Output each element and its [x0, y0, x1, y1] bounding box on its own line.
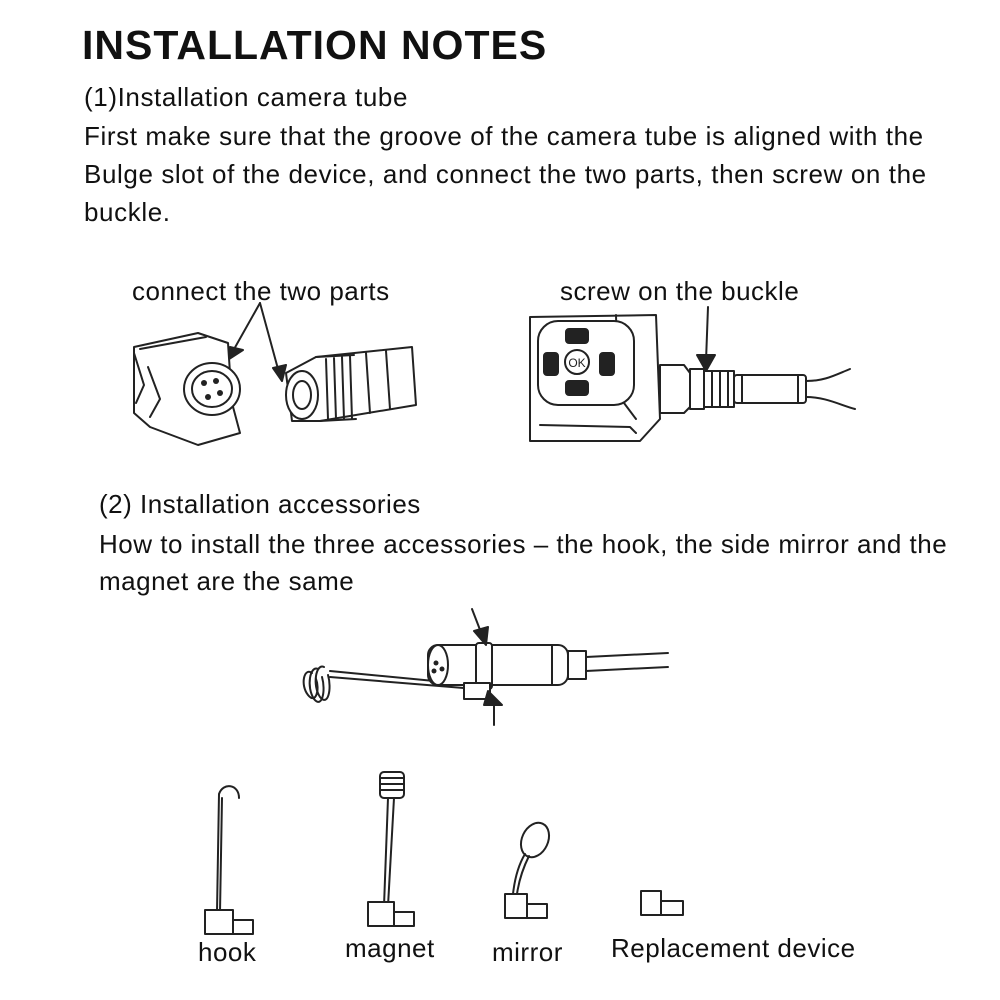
section-1-body: First make sure that the groove of the camera tube is aligned with the Bulge slot of the device, and connect the two parts, then screw on the buckle. [84, 121, 927, 227]
section-2-title: (2) Installation accessories [99, 489, 421, 519]
replacement-device-illustration [635, 885, 695, 925]
screw-buckle-illustration [520, 295, 870, 455]
magnet-illustration [360, 770, 430, 935]
hook-label: hook [198, 937, 257, 967]
replacement-device-label: Replacement device [611, 933, 856, 963]
hook-illustration [195, 780, 265, 940]
screw-buckle-label: screw on the buckle [560, 276, 800, 306]
ok-button-label: OK [568, 356, 586, 370]
arrow-head-icon [273, 365, 286, 381]
section-2-body: How to install the three accessories – the hook, the side mirror and the magnet are the same [99, 529, 948, 596]
section-1-title: (1)Installation camera tube [84, 82, 409, 112]
connect-parts-illustration [120, 295, 430, 455]
magnet-label: magnet [345, 933, 435, 963]
connect-parts-label: connect the two parts [132, 276, 390, 306]
arrow-head-icon [484, 691, 502, 705]
page-title: INSTALLATION NOTES [82, 22, 548, 68]
mirror-label: mirror [492, 937, 563, 967]
mirror-illustration [495, 820, 565, 930]
accessory-installation-illustration [290, 605, 680, 735]
